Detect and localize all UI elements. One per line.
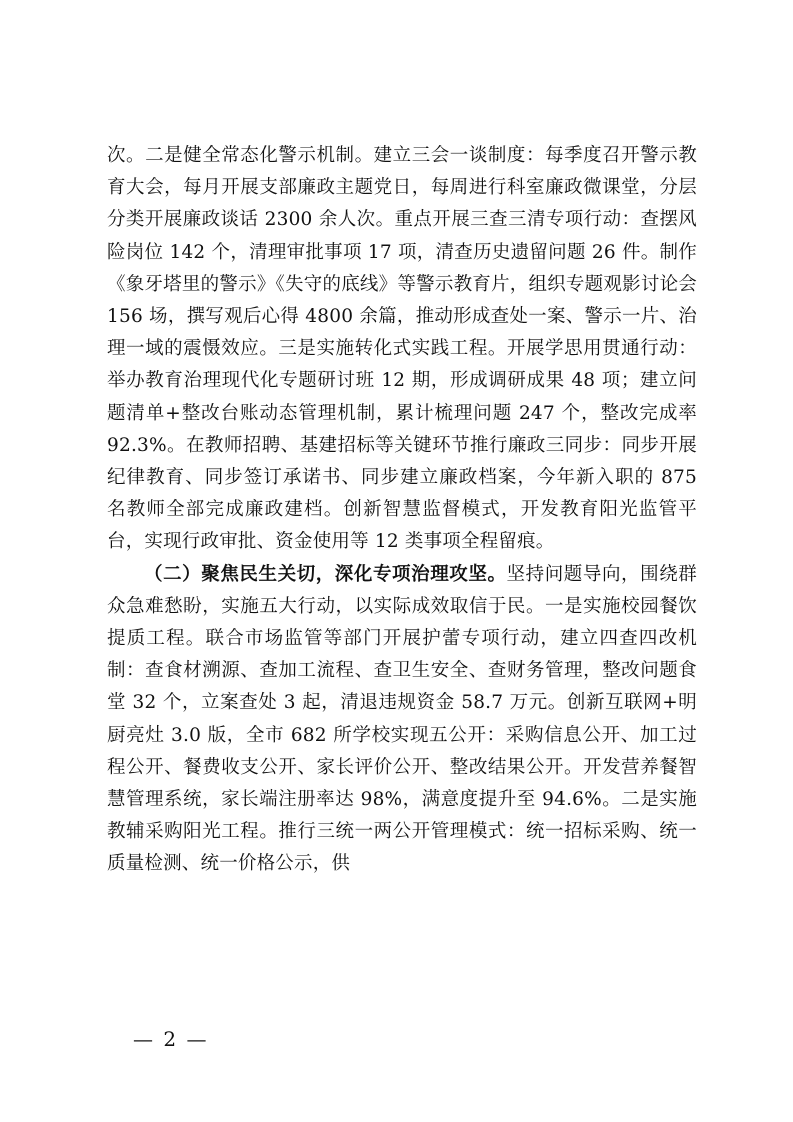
- section-heading: （二）聚焦民生关切，深化专项治理攻坚。: [144, 563, 507, 585]
- paragraph-continuation: 次。二是健全常态化警示机制。建立三会一谈制度：每季度召开警示教育大会，每月开展支部廉政主题党日，每周进行科室廉政微课堂，分层分类开展廉政谈话 2300 余人次。重点开展三查三清专项行动：查摆风险岗位 142 个，清理审批事项 17 项，清查历史遗留问题 26 件。制作《象牙塔里的警示》《失守的底线》等警示教育片，组织专题观影讨论会 156 场，撰写观后心得 4800 余篇，推动形成查处一案、警示一片、治理一域的震慑效应。三是实施转化式实践工程。开展学思用贯通行动：举办教育治理现代化专题研讨班 12 期，形成调研成果 48 项；建立问题清单+整改台账动态管理机制，累计梳理问题 247 个，整改完成率 92.3%。在教师招聘、基建招标等关键环节推行廉政三同步：同步开展纪律教育、同步签订承诺书、同步建立廉政档案，今年新入职的 875 名教师全部完成廉政建档。创新智慧监督模式，开发教育阳光监管平台，实现行政审批、资金使用等 12 类事项全程留痕。: [107, 145, 697, 553]
- page-number: — 2 —: [133, 1027, 209, 1051]
- paragraph-section-two: [107, 559, 697, 881]
- section-body: 坚持问题导向，围绕群众急难愁盼，实施五大行动，以实际成效取信于民。一是实施校园餐饮提质工程。联合市场监管等部门开展护蕾专项行动，建立四查四改机制：查食材溯源、查加工流程、查卫生安全、查财务管理，整改问题食堂 32 个，立案查处 3 起，清退违规资金 58.7 万元。创新互联网+明厨亮灶 3.0 版，全市 682 所学校实现五公开：采购信息公开、加工过程公开、餐费收支公开、家长评价公开、整改结果公开。开发营养餐智慧管理系统，家长端注册率达 98%，满意度提升至 94.6%。二是实施教辅采购阳光工程。推行三统一两公开管理模式：统一招标采购、统一质量检测、统一价格公示，供: [107, 563, 697, 875]
- body-text: [107, 140, 697, 881]
